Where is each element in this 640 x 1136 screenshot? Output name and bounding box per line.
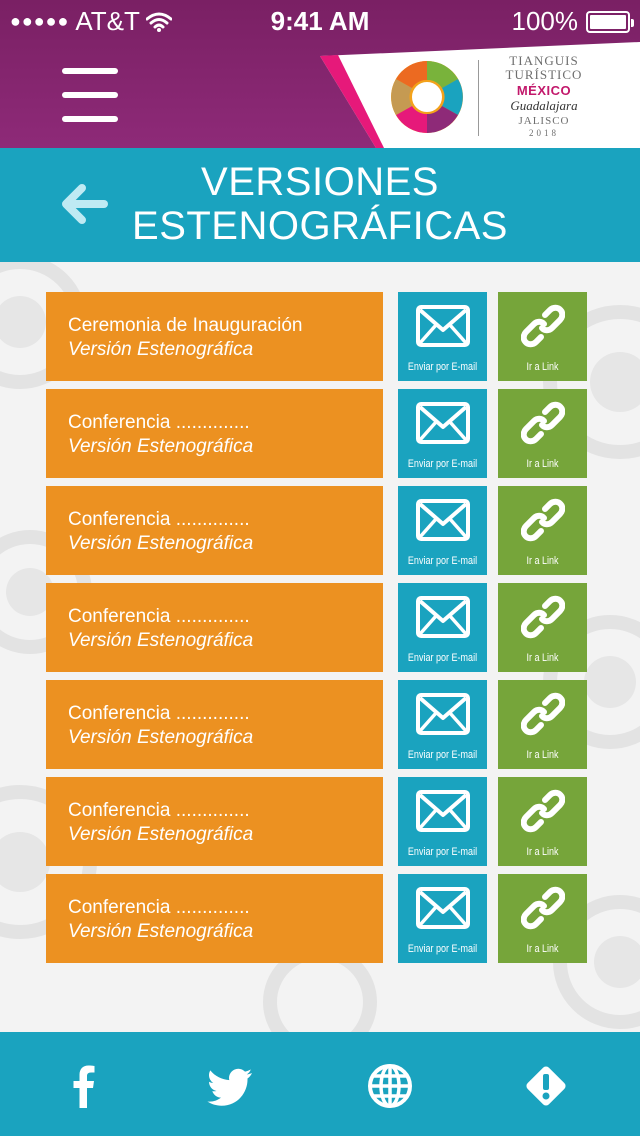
- send-email-button[interactable]: [398, 583, 487, 672]
- envelope-icon: [415, 304, 471, 348]
- content-area: [0, 262, 640, 1032]
- chain-link-icon: [521, 886, 565, 930]
- facebook-button[interactable]: [60, 1062, 108, 1110]
- back-button[interactable]: [62, 184, 108, 224]
- envelope-icon: [415, 401, 471, 445]
- logo-wedge-shape: [320, 42, 640, 148]
- open-link-label: Ir a Link: [526, 555, 559, 567]
- brand-line-4: Guadalajara: [510, 98, 578, 113]
- alert-button[interactable]: [522, 1062, 570, 1110]
- open-link-label: Ir a Link: [526, 361, 559, 373]
- globe-icon: [366, 1062, 414, 1110]
- open-link-label: Ir a Link: [526, 943, 559, 955]
- send-email-label: Enviar por E-mail: [407, 458, 478, 470]
- open-link-button[interactable]: [498, 874, 587, 963]
- transcripts-list: [46, 292, 586, 971]
- send-email-button[interactable]: [398, 777, 487, 866]
- open-link-button[interactable]: [498, 777, 587, 866]
- open-link-button[interactable]: [498, 680, 587, 769]
- transcript-name: Conferencia ..............: [68, 703, 250, 724]
- send-email-label: Enviar por E-mail: [407, 943, 478, 955]
- transcript-subtitle: Versión Estenográfica: [68, 630, 254, 651]
- open-link-label: Ir a Link: [526, 458, 559, 470]
- chain-link-icon: [521, 401, 565, 445]
- chain-link-icon: [521, 692, 565, 736]
- open-link-button[interactable]: [498, 389, 587, 478]
- status-right: [512, 6, 631, 37]
- brand-logo-area: [320, 42, 640, 148]
- transcript-title-button[interactable]: [46, 583, 383, 672]
- send-email-button[interactable]: [398, 680, 487, 769]
- carrier-label: AT&T: [75, 6, 140, 36]
- brand-line-1: TIANGUIS: [509, 53, 579, 68]
- transcript-row: [46, 874, 586, 963]
- facebook-icon: [60, 1062, 108, 1110]
- arrow-left-icon: [62, 184, 108, 224]
- send-email-label: Enviar por E-mail: [407, 555, 478, 567]
- brand-line-2: TURÍSTICO: [505, 67, 583, 82]
- transcript-name: Conferencia ..............: [68, 412, 250, 433]
- transcript-title-button[interactable]: [46, 292, 383, 381]
- transcript-title-button[interactable]: [46, 680, 383, 769]
- status-time: 9:41 AM: [270, 6, 370, 36]
- transcript-subtitle: Versión Estenográfica: [68, 533, 254, 554]
- send-email-label: Enviar por E-mail: [407, 846, 478, 858]
- transcript-subtitle: Versión Estenográfica: [68, 921, 254, 942]
- transcript-title-button[interactable]: [46, 874, 383, 963]
- transcript-name: Conferencia ..............: [68, 606, 250, 627]
- send-email-label: Enviar por E-mail: [407, 652, 478, 664]
- alert-icon: [522, 1062, 570, 1110]
- page-title: [110, 160, 530, 248]
- envelope-icon: [415, 498, 471, 542]
- open-link-label: Ir a Link: [526, 846, 559, 858]
- open-link-button[interactable]: [498, 292, 587, 381]
- brand-line-6: 2018: [529, 128, 559, 138]
- transcript-row: [46, 389, 586, 478]
- envelope-icon: [415, 595, 471, 639]
- transcript-title-button[interactable]: [46, 777, 383, 866]
- send-email-button[interactable]: [398, 389, 487, 478]
- hamburger-icon: [62, 68, 118, 74]
- twitter-icon: [206, 1062, 254, 1110]
- envelope-icon: [415, 789, 471, 833]
- transcript-name: Ceremonia de Inauguración: [68, 315, 303, 336]
- transcript-subtitle: Versión Estenográfica: [68, 824, 254, 845]
- footer-bar: [0, 1032, 640, 1136]
- chain-link-icon: [521, 304, 565, 348]
- send-email-label: Enviar por E-mail: [407, 749, 478, 761]
- tianguis-logo-icon: [386, 56, 468, 138]
- website-button[interactable]: [366, 1062, 414, 1110]
- envelope-icon: [415, 886, 471, 930]
- logo-divider: [478, 60, 480, 136]
- menu-button[interactable]: [62, 68, 118, 122]
- transcript-title-button[interactable]: [46, 389, 383, 478]
- transcript-name: Conferencia ..............: [68, 800, 250, 821]
- title-bar: [0, 148, 640, 262]
- app-header: [0, 0, 640, 148]
- transcript-row: [46, 680, 586, 769]
- page-title-line-2: ESTENOGRÁFICAS: [132, 204, 508, 248]
- battery-icon: [586, 11, 630, 33]
- transcript-row: [46, 292, 586, 381]
- open-link-button[interactable]: [498, 583, 587, 672]
- status-bar: [0, 0, 640, 40]
- open-link-label: Ir a Link: [526, 749, 559, 761]
- brand-line-3: MÉXICO: [516, 83, 572, 98]
- twitter-button[interactable]: [206, 1062, 254, 1110]
- brand-text: [496, 54, 592, 138]
- transcript-subtitle: Versión Estenográfica: [68, 339, 254, 360]
- transcript-row: [46, 583, 586, 672]
- battery-percent: 100%: [511, 6, 578, 36]
- send-email-button[interactable]: [398, 486, 487, 575]
- transcript-subtitle: Versión Estenográfica: [68, 727, 254, 748]
- send-email-button[interactable]: [398, 292, 487, 381]
- envelope-icon: [415, 692, 471, 736]
- transcript-row: [46, 486, 586, 575]
- transcript-name: Conferencia ..............: [68, 509, 250, 530]
- transcript-row: [46, 777, 586, 866]
- send-email-button[interactable]: [398, 874, 487, 963]
- chain-link-icon: [521, 595, 565, 639]
- open-link-button[interactable]: [498, 486, 587, 575]
- signal-icon: ●●●●●: [10, 11, 70, 31]
- chain-link-icon: [521, 789, 565, 833]
- chain-link-icon: [521, 498, 565, 542]
- transcript-name: Conferencia ..............: [68, 897, 250, 918]
- page-title-line-1: VERSIONES: [201, 160, 439, 204]
- brand-line-5: JALISCO: [518, 115, 570, 127]
- transcript-title-button[interactable]: [46, 486, 383, 575]
- open-link-label: Ir a Link: [526, 652, 559, 664]
- send-email-label: Enviar por E-mail: [407, 361, 478, 373]
- transcript-subtitle: Versión Estenográfica: [68, 436, 254, 457]
